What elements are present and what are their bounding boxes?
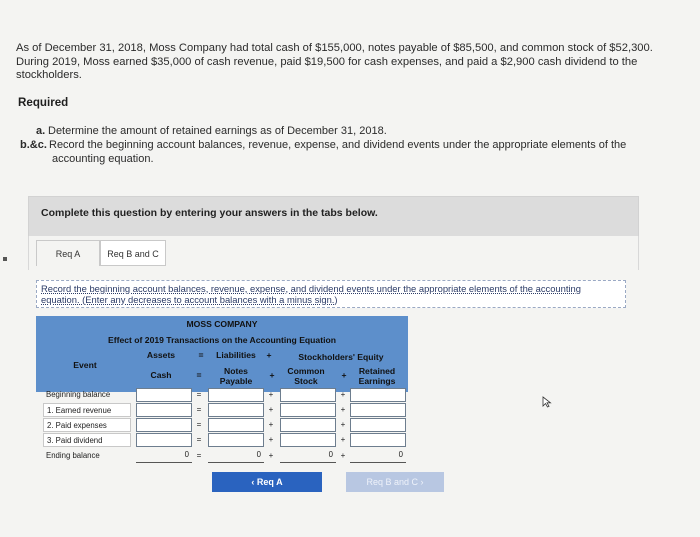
notes-payable-input[interactable]	[208, 403, 264, 417]
event-label: 2. Paid expenses	[43, 418, 131, 432]
common-stock-header-1: Common	[287, 366, 325, 376]
company-name: MOSS COMPANY	[186, 319, 258, 329]
plus-sign-2: +	[269, 370, 275, 380]
tab-req-a[interactable]: Req A	[36, 240, 100, 266]
prev-req-button[interactable]	[212, 472, 322, 492]
retained-earnings-input[interactable]	[350, 418, 406, 432]
liabilities-header: Liabilities	[216, 350, 256, 360]
plus-sign: +	[268, 451, 274, 460]
problem-intro: As of December 31, 2018, Moss Company had total cash of $155,000, notes payable of $85,500, and common stock of $52,300. During 2019, Moss earned $35,000 of cash revenue, paid $19,500 for cash expenses, and paid a $2,900 cash dividend to the stockholders.	[16, 42, 653, 82]
cash-input: 0	[136, 449, 192, 463]
equals-sign: =	[196, 435, 202, 444]
event-header: Event	[73, 360, 97, 370]
common-stock-input[interactable]	[280, 403, 336, 417]
retained-earnings-input[interactable]	[350, 403, 406, 417]
notes-payable-input: 0	[208, 449, 264, 463]
retained-earnings-header-2: Earnings	[358, 376, 396, 386]
plus-sign: +	[268, 420, 274, 429]
plus-sign: +	[340, 420, 346, 429]
common-stock-input[interactable]	[280, 388, 336, 402]
chevron-right-icon: ›	[420, 477, 424, 487]
equals-sign: =	[198, 350, 204, 360]
mouse-pointer-icon	[542, 396, 552, 408]
common-stock-input[interactable]	[280, 418, 336, 432]
event-label: Beginning balance	[46, 390, 111, 399]
tab-req-b-and-c[interactable]: Req B and C	[100, 240, 166, 266]
plus-sign: +	[340, 451, 346, 460]
tab-bar	[28, 236, 639, 270]
plus-sign: +	[268, 390, 274, 399]
event-label: 3. Paid dividend	[43, 433, 131, 447]
chevron-left-icon: ‹	[251, 477, 255, 487]
plus-sign-3: +	[341, 370, 347, 380]
cash-input[interactable]	[136, 388, 192, 402]
required-heading: Required	[18, 96, 69, 109]
common-stock-input: 0	[280, 449, 336, 463]
cash-input[interactable]	[136, 418, 192, 432]
question-panel	[28, 196, 639, 237]
next-req-button[interactable]	[346, 472, 444, 492]
equals-sign: =	[196, 390, 202, 399]
retained-earnings-input: 0	[350, 449, 406, 463]
instruction-box	[36, 280, 626, 308]
panel-title: Complete this question by entering your answers in the tabs below.	[41, 207, 378, 219]
notes-payable-header-1: Notes	[224, 366, 248, 376]
assets-header: Assets	[146, 350, 176, 360]
equals-sign-2: =	[196, 370, 202, 380]
event-label: 1. Earned revenue	[43, 403, 131, 417]
notes-payable-input[interactable]	[208, 418, 264, 432]
equals-sign: =	[196, 420, 202, 429]
table-header	[36, 316, 408, 392]
common-stock-header-2: Stock	[294, 376, 318, 386]
cash-input[interactable]	[136, 433, 192, 447]
retained-earnings-input[interactable]	[350, 433, 406, 447]
instruction-text: Record the beginning account balances, revenue, expense, and dividend events under the appropriate elements of the accounting equation. (Enter any decreases to account balances with a minus sign.)	[41, 283, 581, 305]
notes-payable-header-2: Payable	[219, 376, 253, 386]
equals-sign: =	[196, 451, 202, 460]
event-label: Ending balance	[46, 451, 100, 460]
cash-input[interactable]	[136, 403, 192, 417]
stockholders-equity-header: Stockholders' Equity	[298, 352, 384, 362]
plus-sign: +	[266, 350, 272, 360]
task-a-label: a.	[36, 125, 46, 137]
task-bc-label: b.&c.	[20, 139, 47, 151]
plus-sign: +	[340, 435, 346, 444]
equals-sign: =	[196, 405, 202, 414]
cash-header: Cash	[150, 370, 172, 380]
table-subtitle: Effect of 2019 Transactions on the Accounting Equation	[108, 335, 336, 345]
prev-button-label: Req A	[256, 477, 283, 487]
plus-sign: +	[340, 390, 346, 399]
next-button-label: Req B and C	[366, 477, 418, 487]
page-marker	[3, 257, 7, 261]
task-bc-text: Record the beginning account balances, revenue, expense, and dividend events under the appropriate elements of the accounting equation.	[49, 139, 627, 165]
common-stock-input[interactable]	[280, 433, 336, 447]
task-a-text: Determine the amount of retained earnings as of December 31, 2018.	[48, 125, 387, 137]
notes-payable-input[interactable]	[208, 433, 264, 447]
notes-payable-input[interactable]	[208, 388, 264, 402]
plus-sign: +	[268, 435, 274, 444]
plus-sign: +	[340, 405, 346, 414]
plus-sign: +	[268, 405, 274, 414]
retained-earnings-input[interactable]	[350, 388, 406, 402]
retained-earnings-header-1: Retained	[358, 366, 396, 376]
